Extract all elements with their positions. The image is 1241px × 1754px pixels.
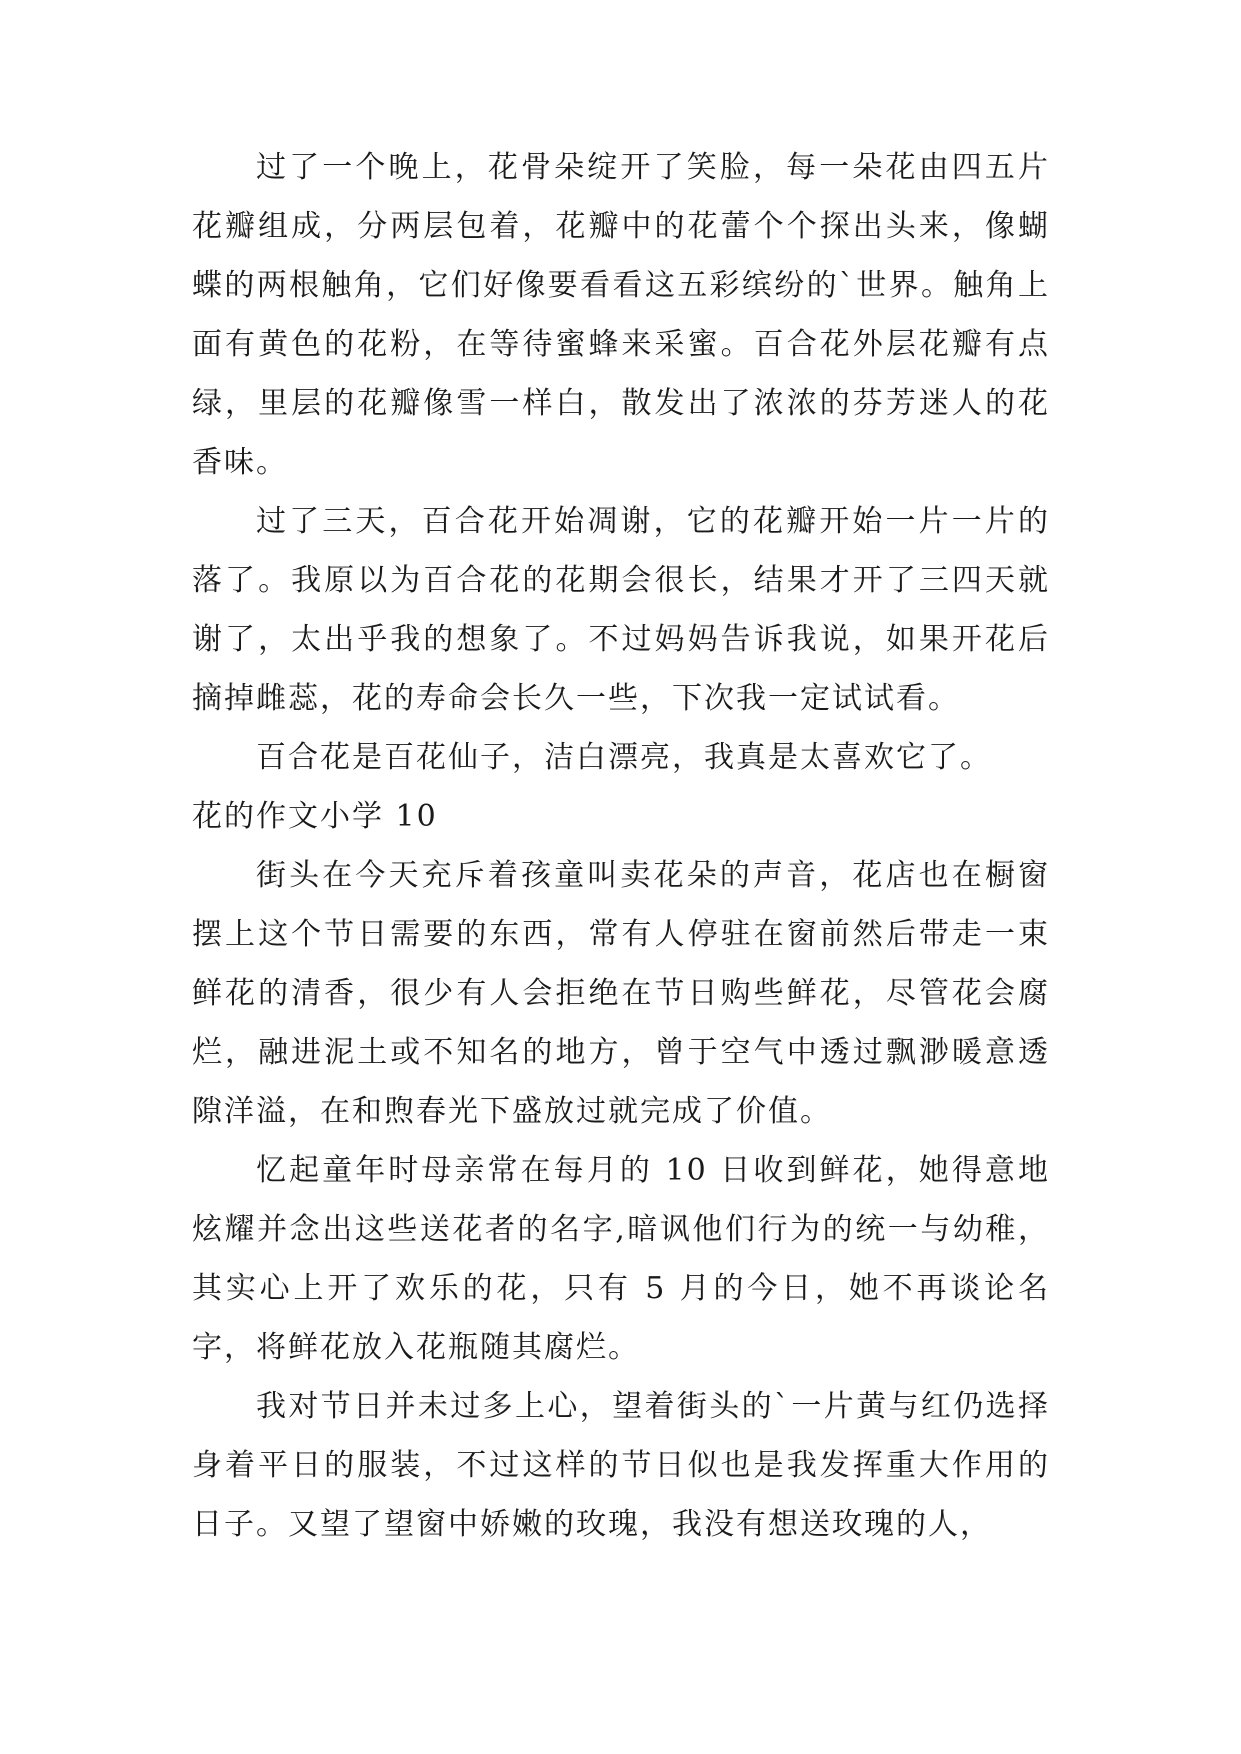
paragraph: 百合花是百花仙子，洁白漂亮，我真是太喜欢它了。 xyxy=(256,740,992,775)
paragraph: 过了三天，百合花开始凋谢，它的花瓣开始一片一片的落了。我原以为百合花的花期会很长，结果才开了三四天就谢了，太出乎我的想象了。不过妈妈告诉我说，如果开花后摘掉雌蕊，花的寿命会长久一些，下次我一定试试看。 xyxy=(192,504,1050,716)
section-title: 花的作文小学 10 xyxy=(192,799,438,834)
paragraph: 忆起童年时母亲常在每月的 10 日收到鲜花，她得意地炫耀并念出这些送花者的名字,暗讽他们行为的统一与幼稚，其实心上开了欢乐的花，只有 5 月的今日，她不再谈论名字，将鲜花放入花瓶随其腐烂。 xyxy=(192,1153,1050,1365)
paragraph: 过了一个晚上，花骨朵绽开了笑脸，每一朵花由四五片花瓣组成，分两层包着，花瓣中的花蕾个个探出头来，像蝴蝶的两根触角，它们好像要看看这五彩缤纷的`世界。触角上面有黄色的花粉，在等待蜜蜂来采蜜。百合花外层花瓣有点绿，里层的花瓣像雪一样白，散发出了浓浓的芬芳迷人的花香味。 xyxy=(192,150,1050,480)
paragraph: 街头在今天充斥着孩童叫卖花朵的声音，花店也在橱窗摆上这个节日需要的东西，常有人停驻在窗前然后带走一束鲜花的清香，很少有人会拒绝在节日购些鲜花，尽管花会腐烂，融进泥土或不知名的地方，曾于空气中透过飘渺暖意透隙洋溢，在和煦春光下盛放过就完成了价值。 xyxy=(192,858,1050,1129)
document-page xyxy=(192,138,1050,1554)
paragraph: 我对节日并未过多上心，望着街头的`一片黄与红仍选择身着平日的服装，不过这样的节日似也是我发挥重大作用的日子。又望了望窗中娇嫩的玫瑰，我没有想送玫瑰的人， xyxy=(192,1389,1050,1542)
